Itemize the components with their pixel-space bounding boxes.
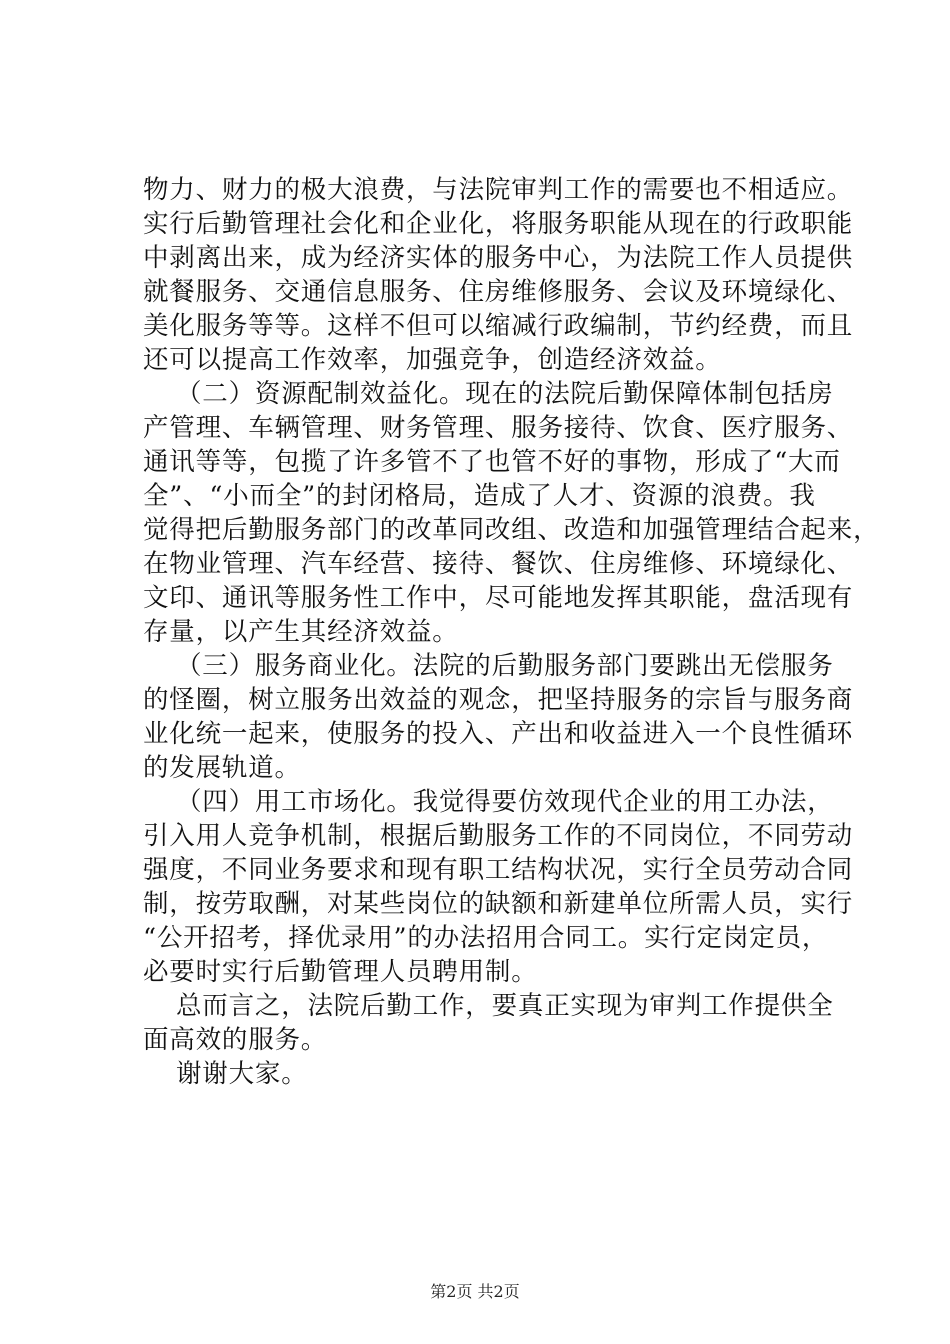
- text-line: 产管理、车辆管理、财务管理、服务接待、饮食、医疗服务、: [143, 413, 854, 443]
- text-line: 面高效的服务。: [143, 1025, 328, 1055]
- paragraph-heading-line: （二）资源配制效益化。现在的法院后勤保障体制包括房: [176, 379, 834, 409]
- text-line: 制，按劳取酬，对某些岗位的缺额和新建单位所需人员，实行: [143, 889, 854, 919]
- text-line: 文印、通讯等服务性工作中，尽可能地发挥其职能，盘活现有: [143, 583, 854, 613]
- text-line: 觉得把后勤服务部门的改革同改组、改造和加强管理结合起来，: [143, 515, 880, 545]
- closing-line: 谢谢大家。: [176, 1059, 308, 1089]
- text-line: 还可以提高工作效率，加强竞争，创造经济效益。: [143, 345, 722, 375]
- text-line: 业化统一起来，使服务的投入、产出和收益进入一个良性循环: [143, 719, 854, 749]
- text-line: 强度，不同业务要求和现有职工结构状况，实行全员劳动合同: [143, 855, 854, 885]
- paragraph-first-line: 总而言之，法院后勤工作，要真正实现为审判工作提供全: [176, 991, 834, 1021]
- text-line: 中剥离出来，成为经济实体的服务中心，为法院工作人员提供: [143, 243, 854, 273]
- text-line: 的怪圈，树立服务出效益的观念，把坚持服务的宗旨与服务商: [143, 685, 854, 715]
- text-line: 就餐服务、交通信息服务、住房维修服务、会议及环境绿化、: [143, 277, 854, 307]
- text-line: 在物业管理、汽车经营、接待、餐饮、住房维修、环境绿化、: [143, 549, 854, 579]
- text-line: 物力、财力的极大浪费，与法院审判工作的需要也不相适应。: [143, 175, 854, 205]
- text-line: 的发展轨道。: [143, 753, 301, 783]
- text-line: 全”、“小而全”的封闭格局，造成了人才、资源的浪费。我: [143, 481, 816, 511]
- text-line: 美化服务等等。这样不但可以缩减行政编制，节约经费，而且: [143, 311, 854, 341]
- text-line: “公开招考，择优录用”的办法招用合同工。实行定岗定员，: [143, 923, 829, 953]
- page-number-footer: 第2页 共2页: [430, 1282, 520, 1301]
- text-line: 实行后勤管理社会化和企业化，将服务职能从现在的行政职能: [143, 209, 854, 239]
- paragraph-heading-line: （三）服务商业化。法院的后勤服务部门要跳出无偿服务: [176, 651, 834, 681]
- text-line: 引入用人竞争机制，根据后勤服务工作的不同岗位，不同劳动: [143, 821, 854, 851]
- text-line: 存量，以产生其经济效益。: [143, 617, 459, 647]
- text-line: 通讯等等，包揽了许多管不了也管不好的事物，形成了“大而: [143, 447, 841, 477]
- text-line: 必要时实行后勤管理人员聘用制。: [143, 957, 538, 987]
- paragraph-heading-line: （四）用工市场化。我觉得要仿效现代企业的用工办法，: [176, 787, 834, 817]
